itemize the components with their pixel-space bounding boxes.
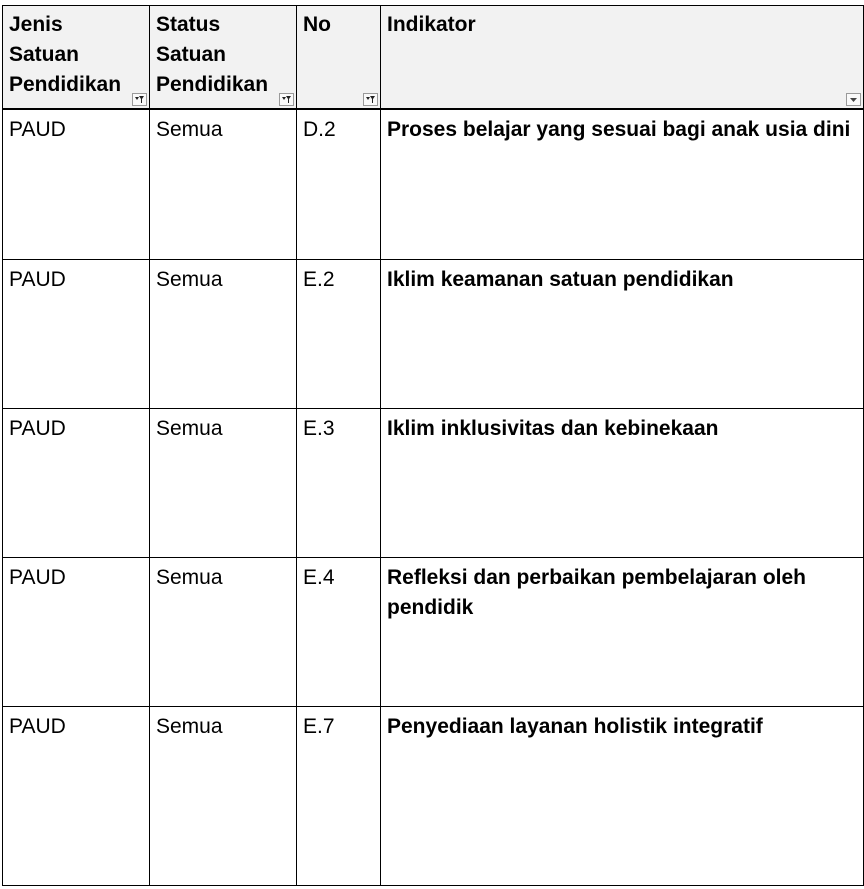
cell-indikator[interactable]: Penyediaan layanan holistik integratif (381, 707, 864, 886)
header-label: No (303, 13, 331, 36)
cell-indikator[interactable]: Refleksi dan perbaikan pembelajaran oleh pendidik (381, 558, 864, 707)
cell-status[interactable]: Semua (150, 558, 297, 707)
cell-indikator[interactable]: Iklim inklusivitas dan kebinekaan (381, 409, 864, 558)
header-label: Status Satuan Pendidikan (156, 13, 269, 96)
cell-no[interactable]: E.3 (297, 409, 381, 558)
funnel-filter-icon[interactable] (363, 93, 378, 106)
cell-jenis[interactable]: PAUD (2, 707, 150, 886)
header-indikator (381, 5, 864, 110)
funnel-filter-icon[interactable] (132, 93, 147, 106)
cell-indikator[interactable]: Iklim keamanan satuan pendidikan (381, 260, 864, 409)
cell-status[interactable]: Semua (150, 409, 297, 558)
header-label: Indikator (387, 13, 476, 36)
funnel-filter-icon[interactable] (279, 93, 294, 106)
header-status-satuan-pendidikan (150, 5, 297, 110)
cell-jenis[interactable]: PAUD (2, 110, 150, 260)
cell-status[interactable]: Semua (150, 707, 297, 886)
cell-no[interactable]: D.2 (297, 110, 381, 260)
cell-no[interactable]: E.4 (297, 558, 381, 707)
cell-jenis[interactable]: PAUD (2, 558, 150, 707)
header-no (297, 5, 381, 110)
cell-jenis[interactable]: PAUD (2, 409, 150, 558)
cell-jenis[interactable]: PAUD (2, 260, 150, 409)
header-label: Jenis Satuan Pendidikan (9, 13, 122, 96)
cell-no[interactable]: E.2 (297, 260, 381, 409)
dropdown-arrow-icon[interactable] (846, 93, 861, 106)
cell-no[interactable]: E.7 (297, 707, 381, 886)
cell-status[interactable]: Semua (150, 110, 297, 260)
cell-indikator[interactable]: Proses belajar yang sesuai bagi anak usia dini (381, 110, 864, 260)
header-jenis-satuan-pendidikan (2, 5, 150, 110)
cell-status[interactable]: Semua (150, 260, 297, 409)
